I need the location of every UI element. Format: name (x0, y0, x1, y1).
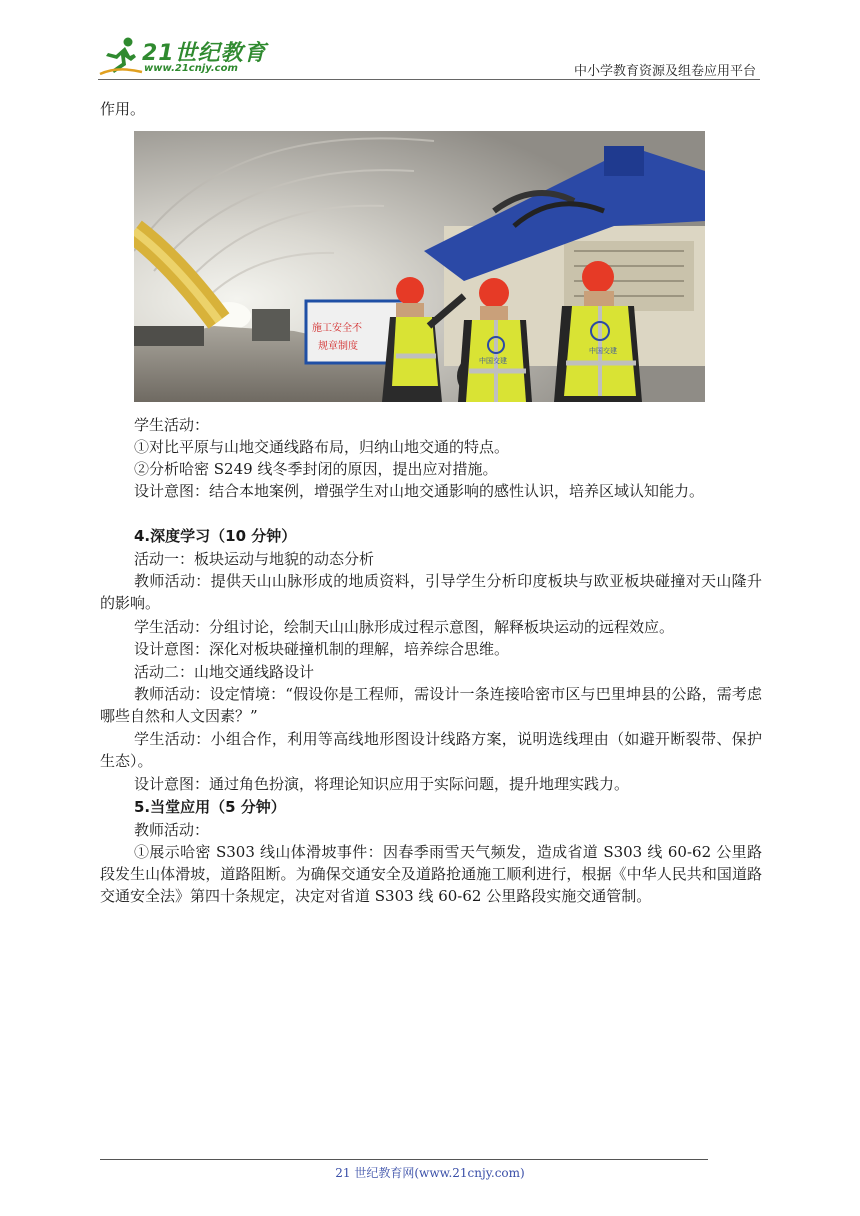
paragraph: 教师活动：提供天山山脉形成的地质资料，引导学生分析印度板块与欧亚板块碰撞对天山隆升的影响。 (100, 572, 762, 612)
tunnel-construction-photo (134, 131, 705, 402)
footer-divider (100, 1159, 708, 1160)
vest-text-2: 中国交建 (589, 347, 617, 355)
logo-url: www.21cnjy.com (144, 63, 238, 74)
logo-title: 21世纪教育 (142, 41, 267, 66)
paragraph: 学生活动： (134, 416, 210, 434)
paragraph: 学生活动：小组合作，利用等高线地形图设计线路方案，说明选线理由（如避开断裂带、保护生态）。 (100, 730, 762, 770)
paragraph: 设计意图：结合本地案例，增强学生对山地交通影响的感性认识，培养区域认知能力。 (134, 482, 705, 500)
paragraph: 设计意图：深化对板块碰撞机制的理解，培养综合思维。 (134, 640, 510, 658)
vest-text-1: 中国交建 (479, 357, 507, 365)
sign-text-2: 规章制度 (318, 341, 358, 352)
section-heading: 4.深度学习（10 分钟） (134, 527, 297, 545)
paragraph: 作用。 (100, 100, 146, 118)
paragraph: 学生活动：分组讨论，绘制天山山脉形成过程示意图，解释板块运动的远程效应。 (134, 618, 675, 636)
paragraph: 设计意图：通过角色扮演，将理论知识应用于实际问题，提升地理实践力。 (134, 775, 630, 793)
paragraph: 活动一：板块运动与地貌的动态分析 (134, 550, 375, 568)
site-logo[interactable] (98, 36, 268, 78)
paragraph: 活动二：山地交通线路设计 (134, 663, 315, 681)
paragraph: 教师活动：设定情境：“假设你是工程师，需设计一条连接哈密市区与巴里坤县的公路，需考虑哪些自然和人文因素？” (100, 685, 762, 725)
paragraph: ①对比平原与山地交通线路布局，归纳山地交通的特点。 (134, 438, 510, 456)
page-header (98, 36, 760, 80)
paragraph: 教师活动： (134, 821, 210, 839)
header-divider (98, 79, 760, 80)
paragraph: ②分析哈密 S249 线冬季封闭的原因，提出应对措施。 (134, 460, 498, 478)
paragraph: ①展示哈密 S303 线山体滑坡事件：因春季雨雪天气频发，造成省道 S303 线 60-62 公里路段发生山体滑坡，道路阻断。为确保交通安全及道路抢通施工顺利进行，根据《中华人民共和国道路交通安全法》第四十条规定，决定对省道 S303 线 60-62 公里路段实施交通管制。 (100, 843, 762, 905)
section-heading: 5.当堂应用（5 分钟） (134, 798, 286, 816)
platform-name: 中小学教育资源及组卷应用平台 (573, 64, 756, 79)
footer-link[interactable]: 21 世纪教育网(www.21cnjy.com) (335, 1166, 525, 1180)
sign-text-1: 施工安全不 (312, 323, 362, 334)
runner-icon (98, 36, 144, 76)
